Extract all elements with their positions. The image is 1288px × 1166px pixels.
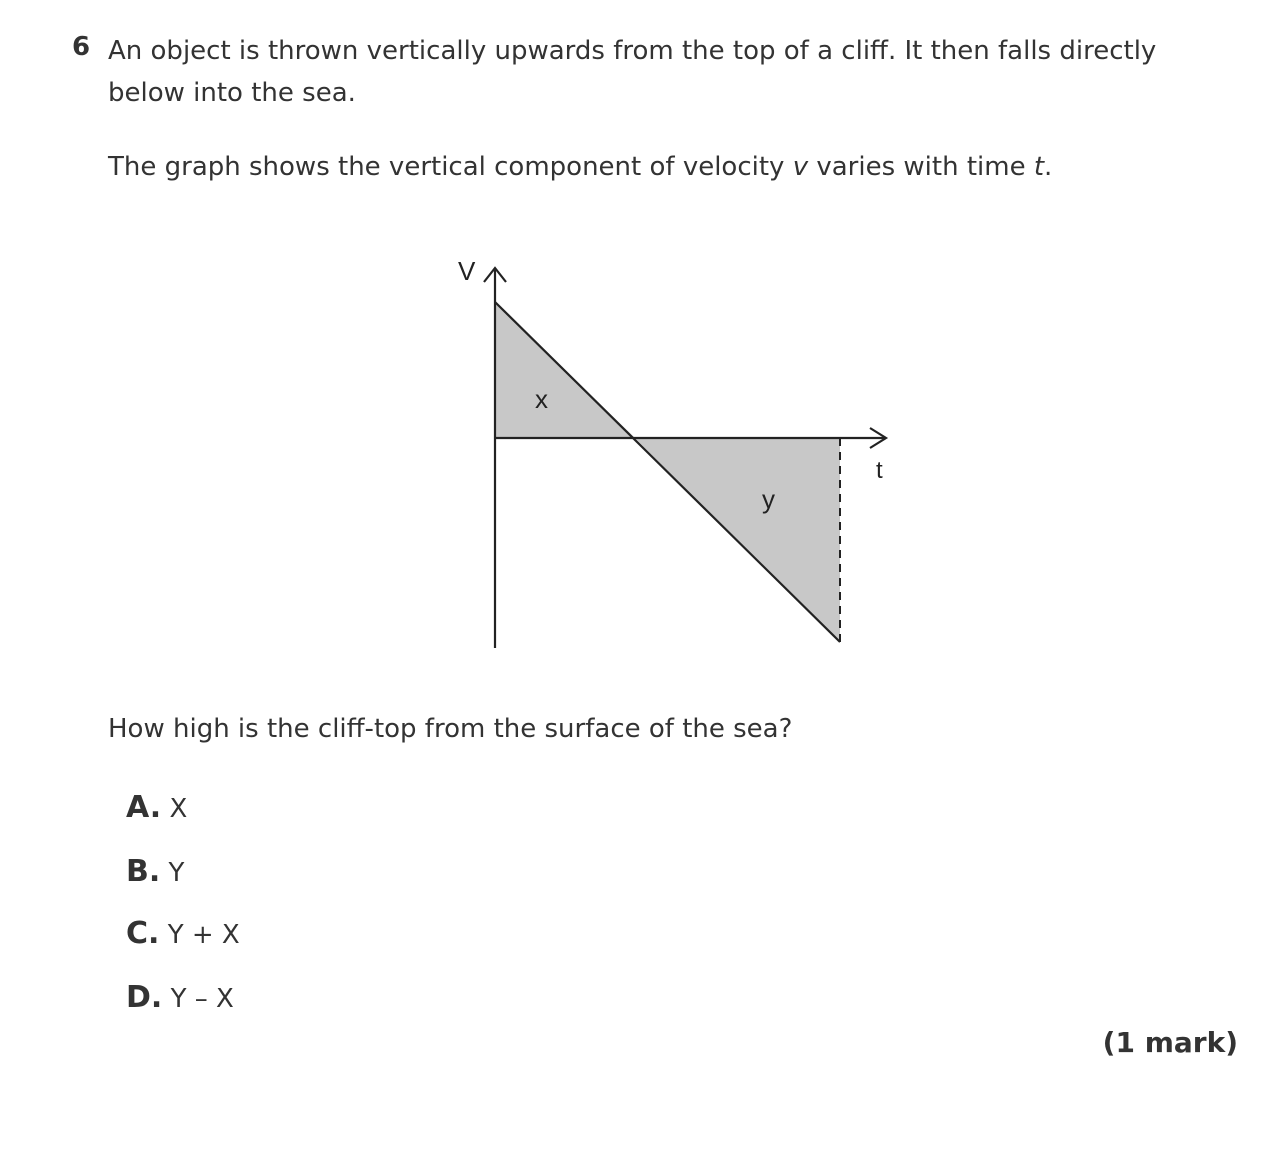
option-d[interactable] <box>126 980 234 1015</box>
option-b-text: Y <box>168 858 185 888</box>
option-a[interactable] <box>126 790 187 825</box>
marks-label: (1 mark) <box>1102 1026 1238 1059</box>
option-c-letter: C. <box>126 916 160 951</box>
v-axis-label: V <box>458 256 476 286</box>
graph-intro-t: t <box>1033 152 1045 182</box>
option-c-text: Y + X <box>167 920 240 950</box>
option-d-text: Y – X <box>170 984 234 1014</box>
option-b[interactable] <box>126 854 184 889</box>
question-number: 6 <box>72 32 91 62</box>
region-y-label: y <box>762 484 775 514</box>
graph-intro-v: v <box>792 152 809 182</box>
question-prompt: How high is the cliff-top from the surface of the sea? <box>108 714 793 744</box>
velocity-time-graph <box>440 250 900 670</box>
graph-intro <box>108 152 1052 182</box>
option-c[interactable] <box>126 916 240 951</box>
option-a-text: X <box>169 794 188 824</box>
graph-intro-part-c: . <box>1044 152 1053 182</box>
graph-intro-part-b: varies with time <box>808 152 1034 182</box>
t-axis-label: t <box>876 457 883 484</box>
option-b-letter: B. <box>126 854 161 889</box>
graph-intro-part-a: The graph shows the vertical component of velocity <box>108 152 793 182</box>
question-stem: An object is thrown vertically upwards from the top of a cliff. It then falls directly below into the sea. <box>108 36 1157 108</box>
option-d-letter: D. <box>126 980 163 1015</box>
option-a-letter: A. <box>126 790 162 825</box>
region-x-label: x <box>535 384 548 414</box>
